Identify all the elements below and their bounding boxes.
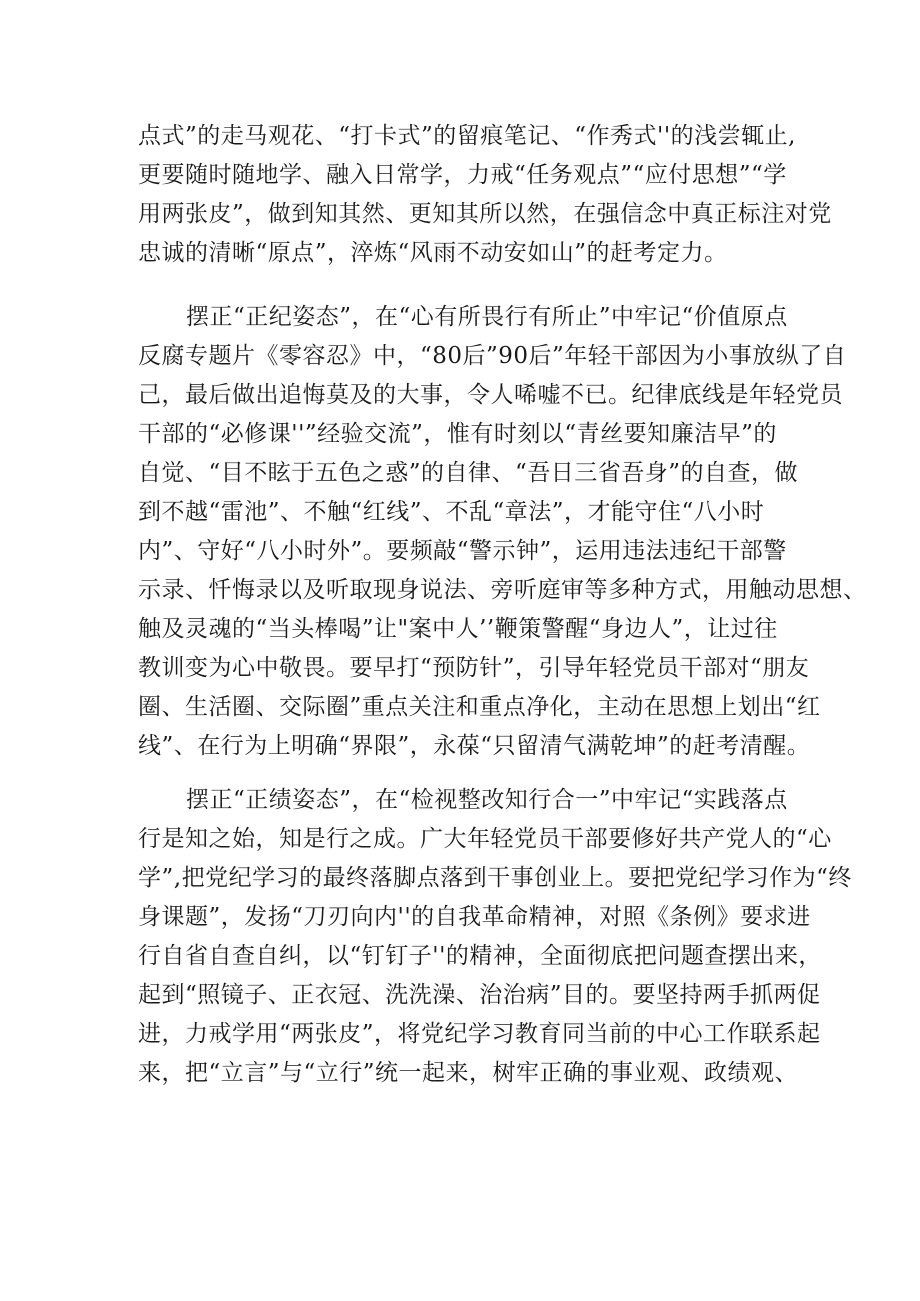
text-line: 身课题”，发扬“刀刃向内''的自我革命精神，对照《条例》要求进 — [138, 904, 811, 930]
text-line: 来，把“立言”与“立行”统一起来，树牢正确的事业观、政绩观、 — [138, 1060, 799, 1086]
text-line: 进，力戒学用“两张皮”，将党纪学习教育同当前的中心工作联系起 — [138, 1021, 821, 1047]
text-line: 线”、在行为上明确“界限”，永葆“只留清气满乾坤”的赶考清醒。 — [138, 733, 811, 759]
text-line: 自觉、“目不眩于五色之惑”的自律、“吾日三省吾身”的自查，做 — [138, 460, 799, 486]
text-line: 反腐专题片《零容忍》中，“80后”90后”年轻干部因为小事放纵了自 — [138, 343, 847, 369]
text-line: 触及灵魂的“当头棒喝”让"案中人’’鞭策警醒“身边人”，让过往 — [138, 616, 778, 642]
text-line: 干部的“必修课''”经验交流”，惟有时刻以“青丝要知廉洁早”的 — [138, 421, 777, 447]
text-line: 用两张皮”，做到知其然、更知其所以然，在强信念中真正标注对党 — [138, 201, 832, 227]
text-line: 己，最后做出追悔莫及的大事，令人唏嘘不已。纪律底线是年轻党员 — [138, 382, 843, 408]
text-line: 行是知之始，知是行之成。广大年轻党员干部要修好共产党人的“心 — [138, 826, 832, 852]
text-line: 起到“照镜子、正衣冠、洗洗澡、治治病”目的。要坚持两手抓两促 — [138, 982, 821, 1008]
text-line: 圈、生活圈、交际圈”重点关注和重点净化，主动在思想上划出“红 — [138, 694, 821, 720]
paragraph-start-line: 摆正“正绩姿态”，在“检视整改知行合一”中牢记“实践落点 — [186, 787, 788, 813]
text-line: 学”,把党纪学习的最终落脚点落到干事创业上。要把党纪学习作为“终 — [138, 865, 852, 891]
text-line: 行自省自查自纠，以“钉钉子''的精神，全面彻底把问题查摆出来， — [138, 943, 822, 969]
text-line: 内”、守好“八小时外”。要频敲“警示钟”，运用违法违纪干部警 — [138, 538, 787, 564]
text-line: 更要随时随地学、融入日常学，力戒“任务观点”“应付思想”“学 — [138, 162, 787, 188]
text-line: 教训变为心中敬畏。要早打“预防针”，引导年轻党员干部对“朋友 — [138, 655, 810, 681]
paragraph-start-line: 摆正“正纪姿态”，在“心有所畏行有所止”中牢记“价值原点 — [186, 304, 788, 330]
text-line: 忠诚的清晰“原点”，淬炼“风雨不动安如山”的赶考定力。 — [138, 240, 728, 266]
text-line: 点式”的走马观花、“打卡式”的留痕笔记、“作秀式''的浅尝辄止, — [138, 123, 796, 149]
text-line: 示录、忏悔录以及听取现身说法、旁听庭审等多种方式，用触动思想、 — [138, 577, 867, 603]
text-line: 到不越“雷池”、不触“红线”、不乱“章法”，才能守住“八小时 — [138, 499, 765, 525]
